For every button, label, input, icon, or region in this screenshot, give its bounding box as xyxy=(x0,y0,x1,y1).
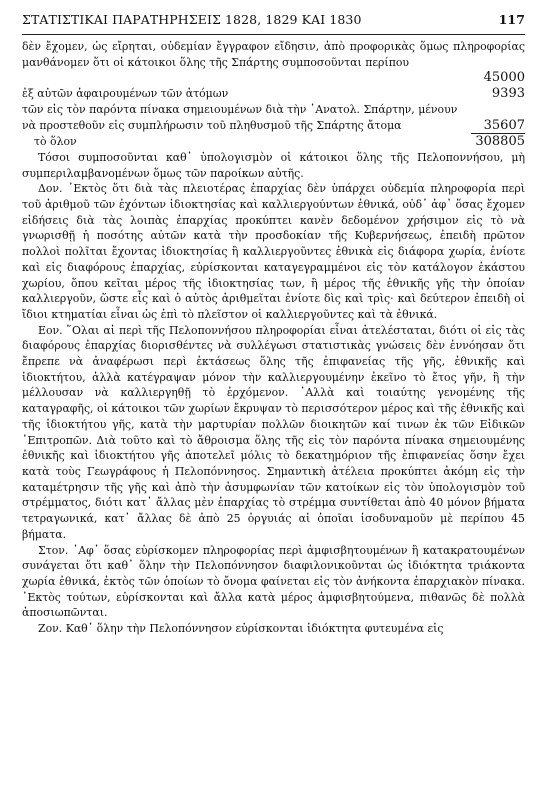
intro-figure: 45000 xyxy=(483,70,525,86)
paragraph-marker: Δον. xyxy=(38,182,63,196)
paragraph-marker: Εον. xyxy=(38,323,63,337)
running-title: ΣΤΑΤΙΣΤΙΚΑΙ ΠΑΡΑΤΗΡΗΣΕΙΣ 1828, 1829 ΚΑΙ 1830 xyxy=(22,12,362,27)
paragraph-summary xyxy=(22,150,525,181)
paragraph-sixth xyxy=(22,543,525,622)
calc-total xyxy=(22,134,525,150)
calc-total-label: τὸ ὅλον xyxy=(34,135,77,149)
calc-total-value: 308805 xyxy=(475,134,525,150)
paragraph-text: ᾿Αφ᾿ ὅσας εὑρίσκομεν πληροφορίας περὶ ἀμφισβητουμένων ἢ κατακρατουμένων συνάγεται ὅτι καθ᾿ ὅλην τὴν Πελοπόννησον διαφιλονικοῦνται ὡς ἰδιόκτητα τριάκοντα χωρία ἐθνικά, ἐκτὸς τῶν ὁποίων τὸ ὄνομα φαίνεται εἰς τὸν ἀνήκοντα ἐπαρχιακὸν πίνακα. ᾿Εκτὸς τούτων, εὑρίσκονται καὶ ἄλλα κατὰ μέρος ἀμφισβητούμενα, πιθανῶς δὲ πολλὰ ἀποσιωπῶνται. xyxy=(22,543,525,620)
calc-line-remaining: τῶν εἰς τὸν παρόντα πίνακα σημειουμένων διὰ τὴν ᾿Ανατολ. Σπάρτην, μένουν xyxy=(22,102,458,116)
body-text xyxy=(22,39,525,637)
paragraph-text: Καθ᾿ ὅλην τὴν Πελοπόννησον εὑρίσκονται ἰδιόκτητα φυτευμένα εἰς xyxy=(65,622,444,636)
calc-line-add-label: νὰ προστεθοῦν εἰς συμπλήρωσιν τοῦ πληθυσμοῦ τῆς Σπάρτης ἄτομα xyxy=(22,118,402,132)
calc-line-subtract-label: ἐξ αὐτῶν ἀφαιρουμένων τῶν ἀτόμων xyxy=(22,87,229,101)
paragraph-text: ῞Ολαι αἱ περὶ τῆς Πελοποννήσου πληροφορίαι εἶναι ἀτελέσταται, διότι οἱ εἰς τὰς διαφόρους ἐπαρχίας διορισθέντες νὰ συλλέγωσι στατιστικὰς γνώσεις δὲν ἐννόησαν ὅτι ἔπρεπε νὰ ἀναφέρωσι περὶ ἐκτάσεως ὅλης τῆς ἐπιφανείας τῆς γῆς, ἐθνικῆς καὶ ἰδιοκτήτου, ἀλλὰ κατέγραψαν μόνον τὴν καλλιεργουμένην ἐκεῖνο τὸ ἔτος γῆν, ἢ τὴν μέλλουσαν νὰ καλλιεργηθῇ τὸ ἐρχόμενον. ᾿Αλλὰ καὶ τοιαύτης γενομένης τῆς καταγραφῆς, οἱ κάτοικοι τῶν χωρίων ἔκρυψαν τὸ περισσότερον μέρος καὶ τῆς ἐθνικῆς καὶ τῆς ἰδιοκτήτου γῆς, κατὰ τὴν μαρτυρίαν πολλῶν διοικητῶν καί τινων ἐκ τῶν Εἰδικῶν ᾿Επιτροπῶν. Διὰ τοῦτο καὶ τὸ ἄθροισμα ὅλης τῆς εἰς τὸν παρόντα πίνακα σημειουμένης ἐθνικῆς καὶ ἰδιοκτήτου γῆς ἀποτελεῖ μόλις τὸ δεκατημόριον τῆς ἐπιφανείας ὅσην ἔχει κατὰ τοὺς Γεωγράφους ἡ Πελοπόννησος. Σημαντικὴ ἀτέλεια προκύπτει ἀκόμη εἰς τὴν καταμέτρησιν τῆς γῆς καὶ ἀπὸ τὴν ἀσυμφωνίαν τῶν κατοίκων εἰς τὸν ὑπολογισμὸν τοῦ στρέμματος, διότι κατ᾿ ἄλλας μὲν ἐπαρχίας τὸ στρέμμα συντίθεται ἀπὸ 40 μόνον βήματα τετραγωνικά, κατ᾿ ἄλλας δὲ ἀπὸ 25 ὀργυιάς αἱ ὁποῖαι ἰσοδυναμοῦν μὲ περίπου 45 βήματα. xyxy=(22,323,525,541)
calc-line-subtract-value: 9393 xyxy=(491,86,525,102)
running-head xyxy=(22,12,525,35)
paragraph-seventh xyxy=(22,621,525,637)
calc-line-add xyxy=(22,118,525,135)
page-number: 117 xyxy=(498,12,525,27)
paragraph-marker: Ζον. xyxy=(38,622,63,636)
paragraph-text: Τόσοι συμποσοῦνται καθ᾿ ὑπολογισμὸν οἱ κάτοικοι ὅλης τῆς Πελοποννήσου, μὴ συμπεριλαμβανομένων ὅμως τῶν παροίκων αὐτῆς. xyxy=(22,150,525,180)
document-page xyxy=(22,12,525,637)
paragraph-second xyxy=(22,181,525,322)
paragraph-text: ᾿Εκτὸς ὅτι διὰ τὰς πλειοτέρας ἐπαρχίας δὲν ὑπάρχει οὐδεμία πληροφορία περὶ τοῦ ἀριθμοῦ τῶν ἐχόντων ἰδιοκτησίας καὶ καλλιεργούντων ἐθνικά, οὐδ᾿ ἀφ᾿ ὅσας ἔχομεν εἰδήσεις διὰ τὰς λοιπὰς ἐπαρχίας προκύπτει κανὲν δεδομένον χρήσιμον εἰς τὸ νὰ γνωρισθῇ ἡ ποσότης αὐτῶν κατὰ τὴν προσδοκίαν τῆς Κυβερνήσεως, ἐπειδὴ πρῶτον πολλοὶ πολῖται ἔχοντας ἰδιοκτησίας ἢ καλλιεργοῦντες ἐθνικὰ εἰς διάφορα χωρία, ἐνίοτε καὶ εἰς διαφόρους ἐπαρχίας, εὑρίσκονται καταγεγραμμένοι εἰς τὸν κατάλογον ἑκάστου χωρίου, ὅπου κεῖται μέρος τῆς ἰδιοκτησίας των, ἢ μέρος τῆς ἐθνικῆς γῆς τὴν ὁποίαν καλλιεργοῦν, ὥστε εἷς καὶ ὁ αὐτὸς ἀριθμεῖται ἐνίοτε δὶς καὶ τρὶς· καὶ δεύτερον ἐπειδὴ οἱ ἴδιοι κτηματίαι εἶναι ὡς ἐπὶ τὸ πλεῖστον οἱ καλλιεργοῦντες καὶ τὰ ἐθνικά. xyxy=(22,182,525,321)
calc-line-add-value: 35607 xyxy=(471,118,525,135)
paragraph-marker: Στον. xyxy=(38,543,69,557)
intro-paragraph: δὲν ἔχομεν, ὡς εἴρηται, οὐδεμίαν ἔγγραφον εἴδησιν, ἀπὸ προφορικὰς ὅμως πληροφορίας μανθάνομεν ὅτι οἱ κάτοικοι ὅλης τῆς Σπάρτης συμποσοῦνται περίπου xyxy=(22,40,525,69)
paragraph-fifth xyxy=(22,323,525,543)
calc-line-subtract xyxy=(22,86,525,102)
